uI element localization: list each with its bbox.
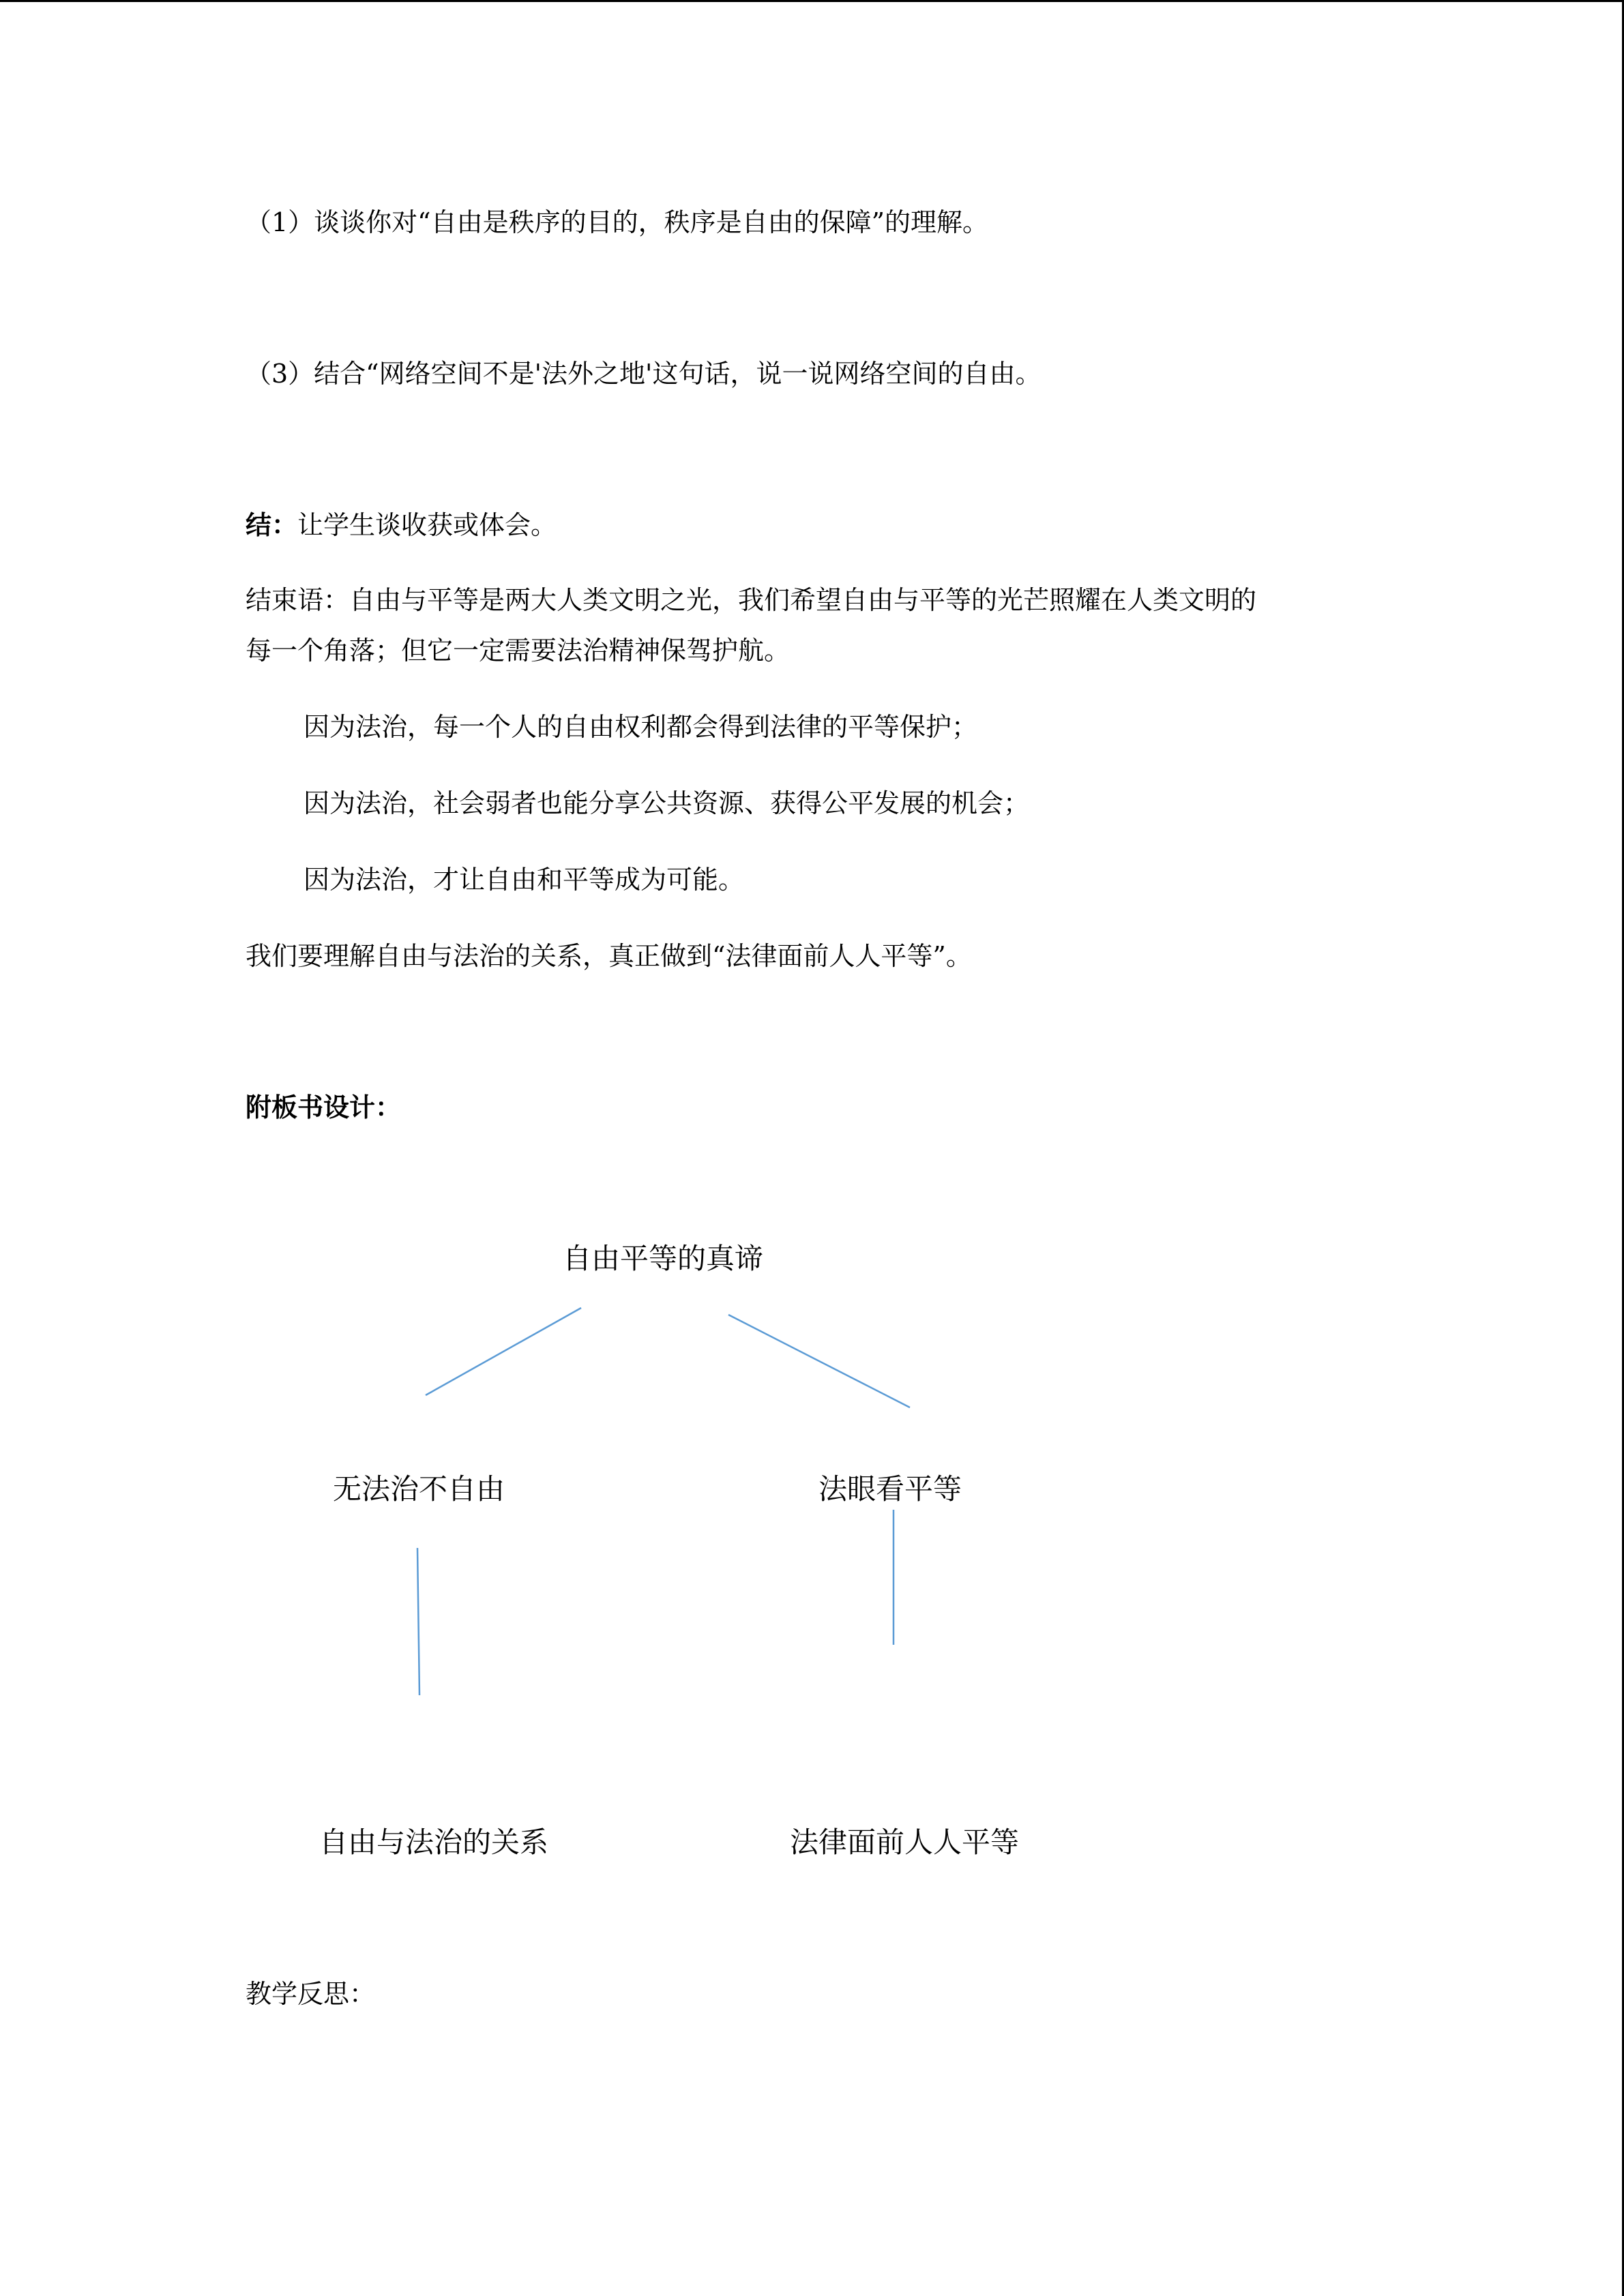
board-root-node: 自由平等的真谛 — [563, 1242, 764, 1275]
closing-line-1: 结束语：自由与平等是两大人类文明之光，我们希望自由与平等的光芒照耀在人类文明的 — [246, 585, 1257, 615]
board-left-child-node: 自由与法治的关系 — [319, 1825, 549, 1859]
page-top-border — [0, 0, 1624, 2]
board-left-node: 无法治不自由 — [333, 1472, 505, 1506]
because-line-3: 因为法治，才让自由和平等成为可能。 — [304, 865, 745, 895]
because-line-1: 因为法治，每一个人的自由权利都会得到法律的平等保护； — [304, 712, 978, 742]
summary-line — [246, 506, 557, 544]
reflection-label: 教学反思： — [246, 1979, 376, 2009]
connector-root-to-right — [728, 1315, 910, 1407]
board-right-child-node: 法律面前人人平等 — [790, 1825, 1020, 1859]
summary-text: 让学生谈收获或体会。 — [297, 510, 557, 540]
board-right-node: 法眼看平等 — [818, 1472, 962, 1506]
question-3: （3）结合“网络空间不是'法外之地'这句话，说一说网络空间的自由。 — [246, 359, 1042, 389]
because-line-2: 因为法治，社会弱者也能分享公共资源、获得公平发展的机会； — [304, 788, 1030, 818]
question-1: （1）谈谈你对“自由是秩序的目的，秩序是自由的保障”的理解。 — [246, 207, 989, 237]
closing-final-line: 我们要理解自由与法治的关系，真正做到“法律面前人人平等”。 — [246, 941, 972, 971]
summary-label: 结： — [246, 509, 298, 540]
closing-line-2: 每一个角落；但它一定需要法治精神保驾护航。 — [246, 636, 791, 666]
connector-left-to-child — [417, 1548, 419, 1695]
board-heading: 附板书设计： — [246, 1092, 402, 1122]
connector-root-to-left — [426, 1308, 581, 1395]
